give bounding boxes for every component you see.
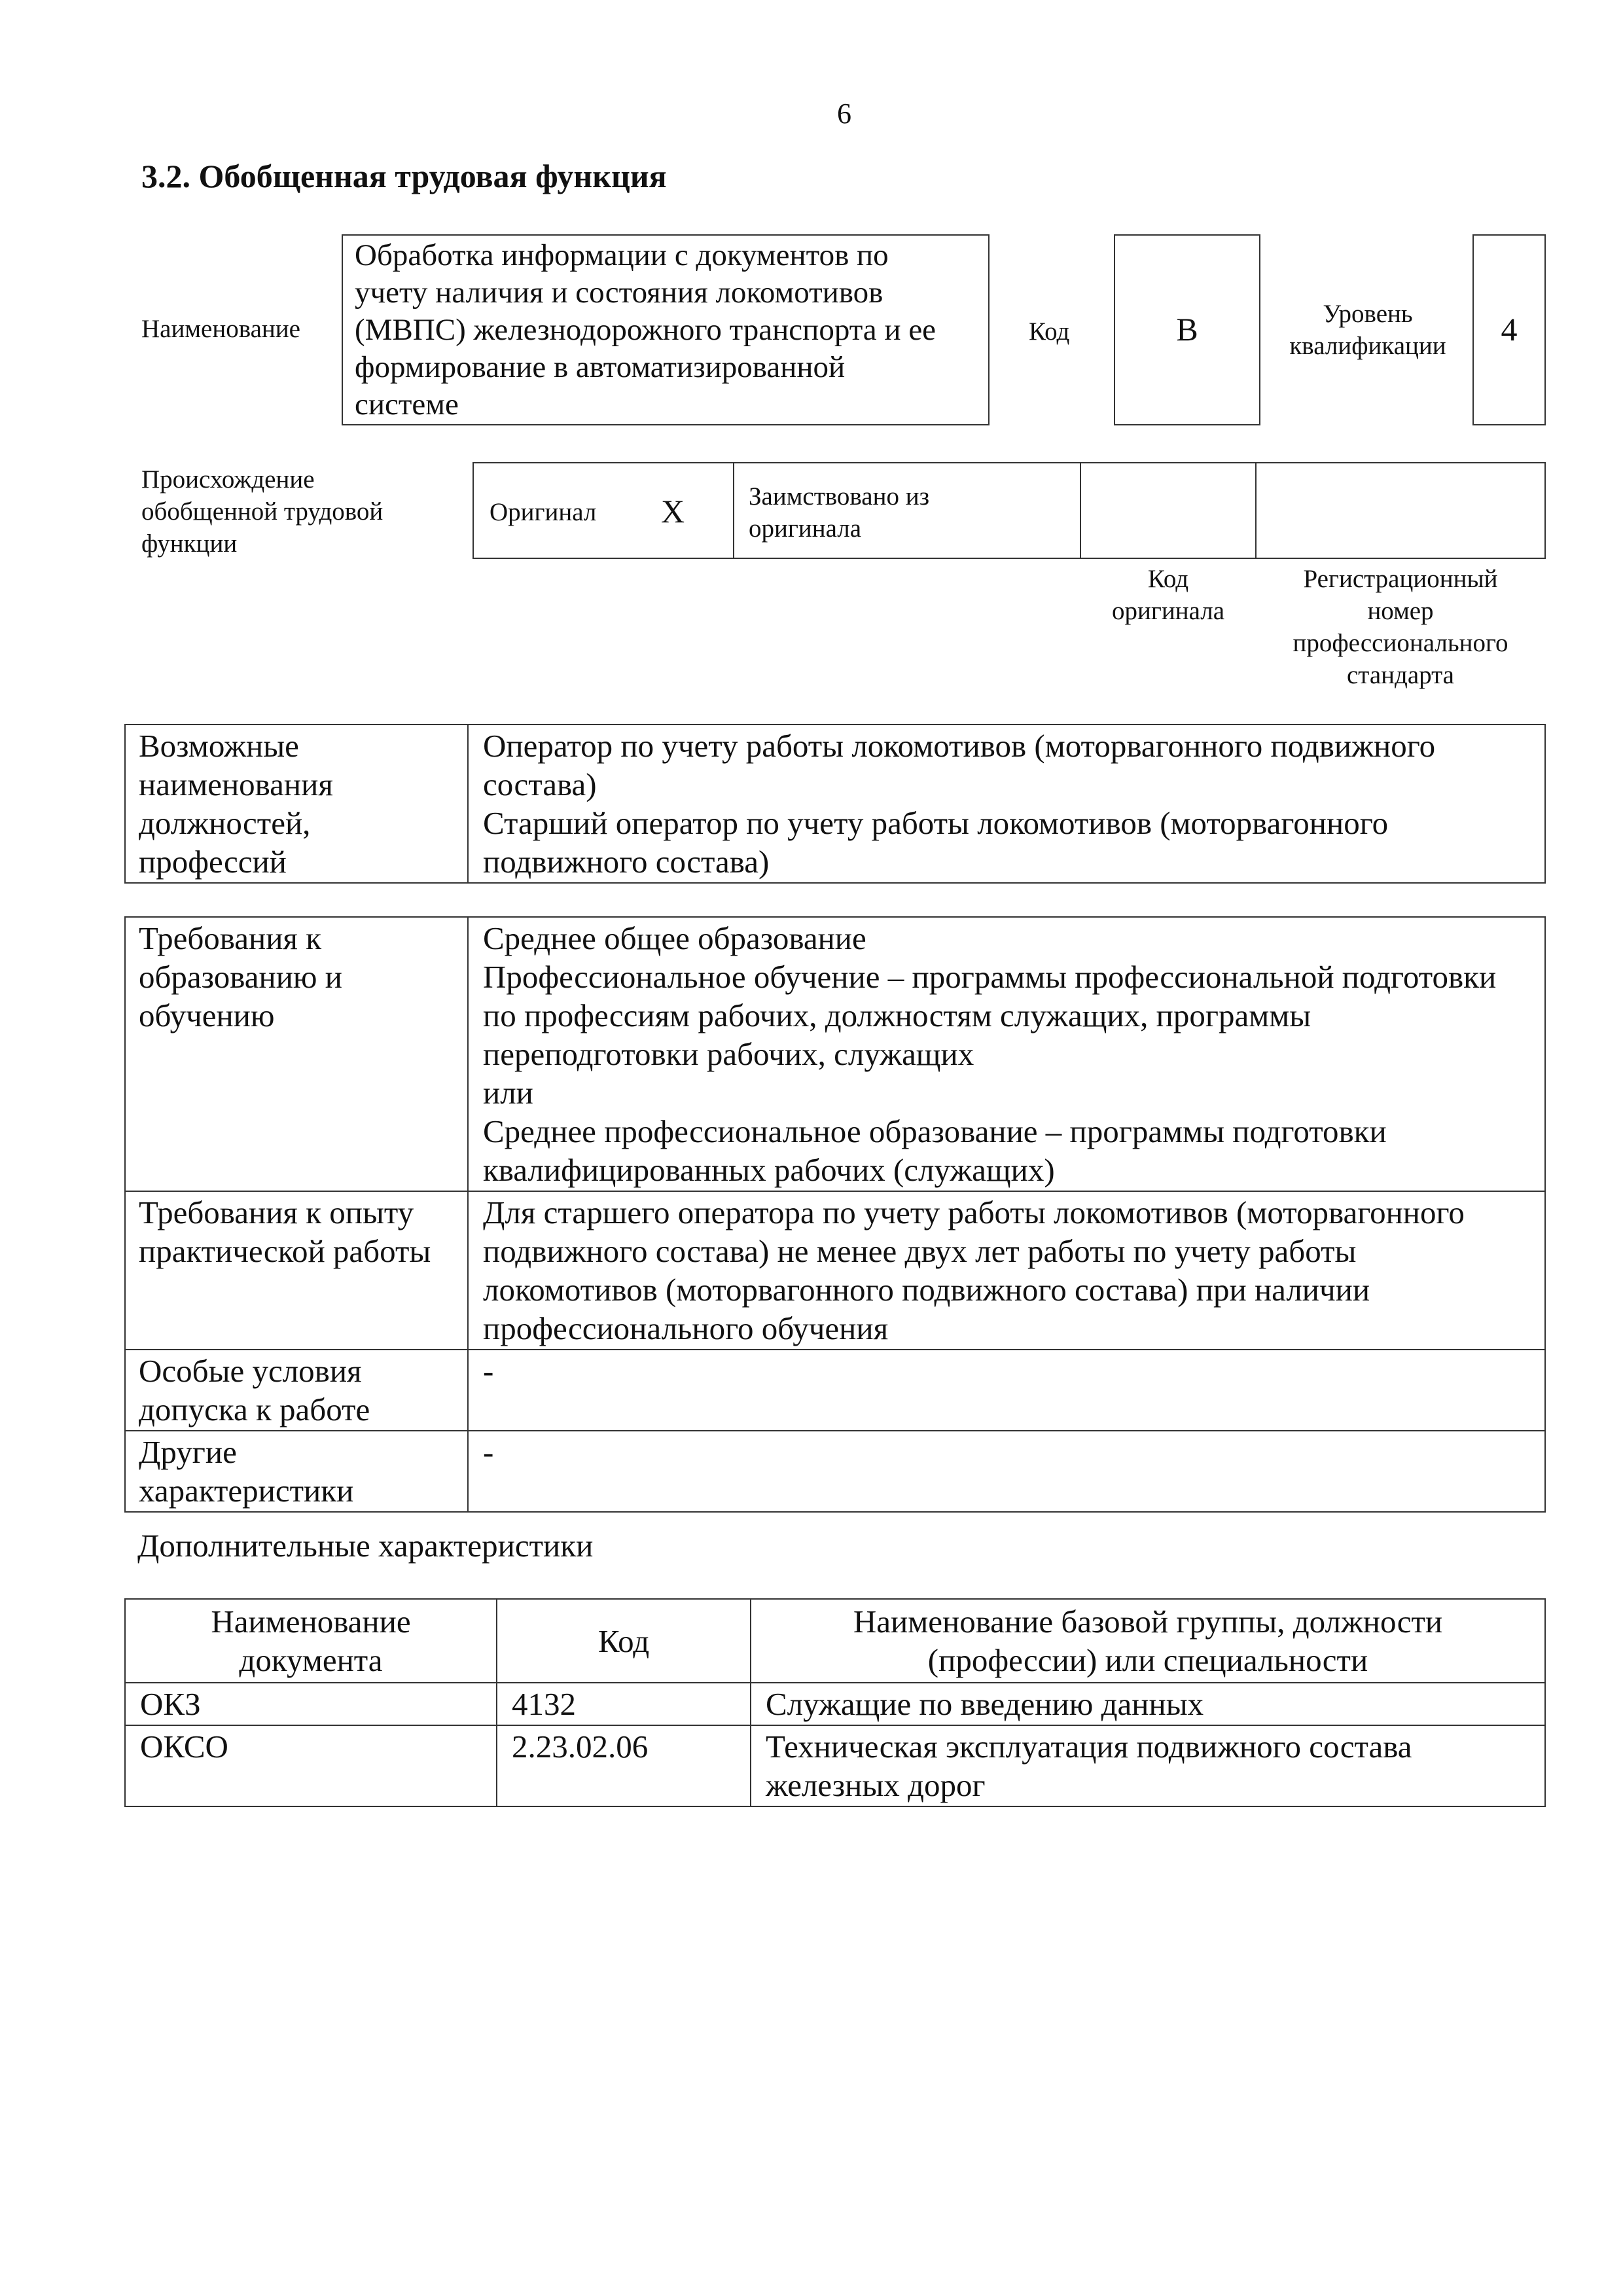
table-cell-code: 2.23.02.06 xyxy=(497,1725,751,1806)
original-label: Оригинал xyxy=(490,498,597,526)
origin-divider xyxy=(1080,463,1081,558)
level-box xyxy=(1472,234,1546,425)
function-name-line: (МВПС) железнодорожного транспорта и ее xyxy=(355,313,936,347)
table-header-cell xyxy=(125,1599,497,1683)
cell-line: Наименование базовой группы, должности xyxy=(853,1604,1443,1640)
cell-line: обучению xyxy=(139,997,275,1033)
origin-label-line: функции xyxy=(141,529,238,558)
function-name-box xyxy=(342,234,990,425)
cell-line: Служащие по введению данных xyxy=(766,1686,1204,1722)
cell-line: Возможные xyxy=(139,728,299,764)
code-value: B xyxy=(1176,311,1198,348)
table-cell-code: 4132 xyxy=(497,1683,751,1725)
code-box xyxy=(1114,234,1260,425)
cell-line: - xyxy=(483,1353,494,1389)
table-cell-name xyxy=(751,1683,1545,1725)
table-label-cell xyxy=(125,1350,468,1431)
level-label xyxy=(1270,298,1466,362)
function-name-line: Обработка информации с документов по xyxy=(355,238,889,272)
cell-line: Другие xyxy=(139,1434,237,1470)
cell-line: (профессии) или специальности xyxy=(927,1642,1368,1678)
cell-line: железных дорог xyxy=(766,1767,986,1803)
table-row xyxy=(125,1683,1545,1725)
cell-line: профессионального обучения xyxy=(483,1310,889,1346)
section-title: 3.2. Обобщенная трудовая функция xyxy=(141,158,667,194)
cell-line: образованию и xyxy=(139,959,343,995)
cell-line: - xyxy=(483,1434,494,1470)
cell-line: переподготовки рабочих, служащих xyxy=(483,1036,974,1072)
cell-line: Среднее общее образование xyxy=(483,920,866,956)
level-label-line: квалификации xyxy=(1289,332,1446,360)
cell-line: состава) xyxy=(483,766,597,802)
table-label-cell xyxy=(125,1191,468,1350)
origin-label-line: обобщенной трудовой xyxy=(141,497,383,526)
caption-line: номер xyxy=(1367,597,1434,625)
level-value: 4 xyxy=(1501,311,1518,348)
origin-label xyxy=(141,463,383,560)
table-label-cell xyxy=(125,725,468,883)
cell-line: Оператор по учету работы локомотивов (моторвагонного подвижного xyxy=(483,728,1436,764)
cell-line: характеристики xyxy=(139,1473,354,1509)
original-mark: X xyxy=(661,493,685,529)
cell-line: документа xyxy=(239,1642,383,1678)
borrowed-label xyxy=(749,480,929,545)
cell-line: наименования xyxy=(139,766,333,802)
cell-line: подвижного состава) не менее двух лет работы по учету работы xyxy=(483,1233,1357,1269)
table-row xyxy=(125,917,1545,1191)
cell-line: должностей, xyxy=(139,805,311,841)
function-name-line: учету наличия и состояния локомотивов xyxy=(355,276,883,310)
table-cell-doc: ОКЗ xyxy=(125,1683,497,1725)
page-number: 6 xyxy=(837,98,851,130)
function-name-line: системе xyxy=(355,387,459,422)
table-row xyxy=(125,725,1545,883)
cell-line: Старший оператор по учету работы локомотивов (моторвагонного xyxy=(483,805,1389,841)
cell-line: Требования к xyxy=(139,920,322,956)
cell-line: Наименование xyxy=(211,1604,411,1640)
table-row xyxy=(125,1431,1545,1512)
caption-line: оригинала xyxy=(1111,597,1225,625)
table-cell-doc: ОКСО xyxy=(125,1725,497,1806)
table-value-cell xyxy=(468,725,1545,883)
origin-divider xyxy=(733,463,734,558)
reg-number-caption xyxy=(1263,563,1538,691)
requirements-table xyxy=(124,916,1546,1513)
level-label-line: Уровень xyxy=(1323,300,1413,328)
caption-line: Регистрационный xyxy=(1303,565,1498,593)
name-label: Наименование xyxy=(141,315,300,343)
cell-line: Код xyxy=(597,1623,650,1659)
table-value-cell xyxy=(468,917,1545,1191)
additional-table xyxy=(124,1598,1546,1807)
caption-line: профессионального xyxy=(1293,629,1508,657)
function-name-line: формирование в автоматизированной xyxy=(355,350,846,384)
table-row xyxy=(125,1191,1545,1350)
cell-line: Техническая эксплуатация подвижного состава xyxy=(766,1729,1412,1765)
cell-line: Профессиональное обучение – программы профессиональной подготовки xyxy=(483,959,1497,995)
table-label-cell xyxy=(125,1431,468,1512)
cell-line: практической работы xyxy=(139,1233,431,1269)
additional-title: Дополнительные характеристики xyxy=(137,1528,594,1564)
cell-line: Требования к опыту xyxy=(139,1194,414,1230)
table-row xyxy=(125,1725,1545,1806)
table-value-cell xyxy=(468,1191,1545,1350)
table-value-cell xyxy=(468,1431,1545,1512)
borrowed-label-line: оригинала xyxy=(749,514,862,543)
table-row xyxy=(125,1350,1545,1431)
origin-label-line: Происхождение xyxy=(141,465,315,493)
origin-divider xyxy=(1255,463,1257,558)
code-original-caption xyxy=(1080,563,1257,627)
cell-line: профессий xyxy=(139,844,287,880)
table-header-row xyxy=(125,1599,1545,1683)
table-label-cell xyxy=(125,917,468,1191)
caption-line: стандарта xyxy=(1347,661,1454,689)
caption-line: Код xyxy=(1147,565,1189,593)
origin-row xyxy=(473,462,1546,559)
positions-table xyxy=(124,724,1546,884)
cell-line: Среднее профессиональное образование – программы подготовки xyxy=(483,1113,1387,1149)
table-header-cell xyxy=(751,1599,1545,1683)
code-label: Код xyxy=(1029,317,1070,346)
cell-line: подвижного состава) xyxy=(483,844,770,880)
cell-line: Особые условия xyxy=(139,1353,362,1389)
cell-line: локомотивов (моторвагонного подвижного состава) при наличии xyxy=(483,1272,1370,1308)
table-value-cell xyxy=(468,1350,1545,1431)
cell-line: по профессиям рабочих, должностям служащих, программы xyxy=(483,997,1311,1033)
cell-line: Для старшего оператора по учету работы локомотивов (моторвагонного xyxy=(483,1194,1465,1230)
table-cell-name xyxy=(751,1725,1545,1806)
cell-line: или xyxy=(483,1075,533,1111)
borrowed-label-line: Заимствовано из xyxy=(749,482,930,511)
cell-line: допуска к работе xyxy=(139,1391,370,1427)
cell-line: квалифицированных рабочих (служащих) xyxy=(483,1152,1055,1188)
table-header-cell xyxy=(497,1599,751,1683)
